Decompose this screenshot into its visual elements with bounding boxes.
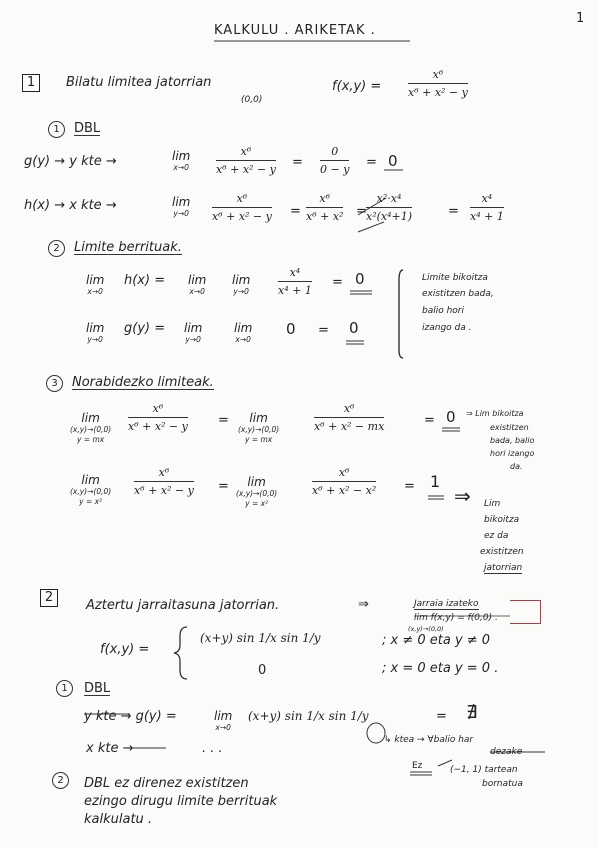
dir-b-lim2 — [236, 476, 277, 507]
lim-text: lim — [232, 273, 251, 287]
dir-b-frac — [134, 466, 194, 497]
conclusion-line-2: ezingo dirugu limite berrituak — [84, 794, 278, 809]
l2-f: g(y) = — [124, 321, 166, 336]
piecewise-brace — [174, 627, 187, 679]
frac-num: x⁶ — [236, 192, 248, 205]
dir-a-lim — [70, 412, 111, 443]
frac-den: x⁶ + x² − y — [216, 160, 276, 176]
lim-cond: y = x² — [79, 496, 103, 506]
l1-result: 0 — [355, 270, 365, 288]
frac-den: x⁶ + x² — [306, 207, 343, 223]
case1-cond: ; x ≠ 0 eta y ≠ 0 — [382, 633, 491, 648]
exercise-1-prompt: Bilatu limitea jatorrian — [66, 75, 212, 90]
frac-num: x⁶ — [432, 68, 444, 81]
frac-num: x²·x⁴ — [376, 192, 402, 205]
lim-sub: x→0 — [87, 287, 103, 296]
l2-result: 0 — [349, 319, 359, 337]
l2-zero: 0 — [286, 320, 296, 338]
dir-a-note-5: da. — [510, 462, 523, 471]
lim-text: lim — [214, 709, 233, 723]
ex2-y-lhs: y kte → g(y) = — [84, 709, 177, 724]
dir-a-eq: = — [218, 413, 229, 428]
frac-den: x⁶ + x² − y — [408, 83, 468, 99]
cond-top: Jarraia izateko — [414, 599, 479, 609]
ex2-y-expr: (x+y) sin 1/x sin 1/y — [248, 709, 369, 723]
note-line-2: existitzen bada, — [422, 289, 494, 299]
lim-cond: y = x² — [245, 498, 269, 508]
ex2-y-eq: = — [436, 709, 447, 724]
dir-a-frac2 — [314, 402, 384, 433]
ex2-side-3: (−1, 1) tartean — [450, 765, 518, 775]
note-line-1: Limite bikoitza — [422, 273, 488, 283]
g-eq2: = — [366, 155, 377, 170]
ex2-y-lim — [214, 710, 232, 732]
exercise-1-point: (0,0) — [241, 95, 263, 105]
dir-b-note-4: existitzen — [480, 547, 524, 557]
dir-b-note-1: Lim — [484, 499, 501, 509]
h-frac — [212, 192, 272, 223]
frac-num: x⁶ — [343, 402, 355, 415]
ex2-x-lhs: x kte → — [86, 741, 134, 756]
exercise-1-func-lhs: f(x,y) = — [332, 79, 382, 94]
cond-bracket — [510, 600, 541, 624]
l2-lim3 — [234, 322, 252, 344]
g-eq: = — [292, 155, 303, 170]
l1-eq: = — [332, 275, 343, 290]
ex2-side-3-label: Ez — [412, 761, 423, 771]
lim-sub: (x,y)→(0,0) — [70, 425, 112, 434]
l1-frac — [278, 266, 312, 297]
frac-num: 0 — [331, 145, 339, 158]
dir-b-note-2: bikoitza — [484, 515, 520, 525]
ex2-y-result: ∄ — [466, 702, 478, 723]
page-title: KALKULU . ARIKETAK . — [214, 23, 376, 38]
frac-num: x⁶ — [158, 466, 170, 479]
g-lhs: g(y) → y kte → — [24, 154, 117, 169]
lim-text: lim — [184, 321, 203, 335]
dir-b-frac2 — [312, 466, 376, 497]
ex2-side-2: dezake — [490, 747, 523, 757]
frac-num: x⁴ — [481, 192, 493, 205]
note-brace — [399, 270, 403, 358]
dir-b-lim — [70, 474, 111, 505]
dir-b-eq2: = — [404, 479, 415, 494]
ex2-step-1-heading: DBL — [84, 681, 111, 696]
lim-text: lim — [188, 273, 207, 287]
g-frac2 — [320, 145, 349, 176]
step-1-index: 1 — [48, 121, 65, 138]
h-eq3: = — [448, 204, 459, 219]
ex2-side-4: bornatua — [482, 779, 523, 789]
l1-f: h(x) = — [124, 273, 166, 288]
frac-den: x⁴ + 1 — [470, 207, 504, 223]
ex2-x-dots: . . . — [202, 741, 223, 756]
lim-sub: x→0 — [173, 163, 189, 172]
frac-den: x⁶ + x² − y — [128, 417, 188, 433]
h-frac4 — [470, 192, 504, 223]
frac-num: x⁶ — [240, 145, 252, 158]
exercise-2-prompt: Aztertu jarraitasuna jatorrian. — [86, 598, 280, 613]
step-3-heading: Norabidezko limiteak. — [72, 375, 214, 390]
frac-num: x⁶ — [319, 192, 331, 205]
g-lim — [172, 150, 190, 172]
frac-den: 0 − y — [320, 160, 349, 176]
dir-a-note-4: hori izango — [490, 449, 535, 458]
dir-a-eq2: = — [424, 413, 435, 428]
case1-expr: (x+y) sin 1/x sin 1/y — [200, 631, 321, 645]
ex2-step-1-index: 1 — [56, 680, 73, 697]
dir-a-note-3: bada, balio — [490, 436, 535, 445]
case2-cond: ; x = 0 eta y = 0 . — [382, 661, 499, 676]
h-frac3 — [366, 192, 412, 223]
frac-num: x⁶ — [152, 402, 164, 415]
l1-lim — [86, 274, 104, 296]
frac-num: x⁶ — [338, 466, 350, 479]
case2-expr: 0 — [258, 663, 267, 678]
l2-lim2 — [184, 322, 202, 344]
lim-sub: (x,y)→(0,0) — [238, 425, 280, 434]
frac-den: x⁴ + 1 — [278, 281, 312, 297]
ex2-func-lhs: f(x,y) = — [100, 642, 150, 657]
l1-lim2 — [188, 274, 206, 296]
note-line-3: balio hori — [422, 306, 465, 316]
dir-a-result: 0 — [446, 408, 456, 426]
lim-sub: x→0 — [215, 723, 231, 732]
l2-lim — [86, 322, 104, 344]
l2-eq: = — [318, 323, 329, 338]
lim-sub: y→0 — [173, 209, 189, 218]
exercise-2-number: 2 — [40, 589, 58, 607]
dir-b-note-5: jatorrian — [484, 563, 523, 573]
lim-sub: y→0 — [185, 335, 201, 344]
h-frac2 — [306, 192, 343, 223]
lim-sub: y→0 — [233, 287, 249, 296]
h-eq: = — [290, 204, 301, 219]
exercise-1-func-frac — [408, 68, 468, 99]
step-2-heading: Limite berrituak. — [74, 240, 182, 255]
dir-b-result: 1 — [430, 472, 441, 491]
exercise-1-number: 1 — [22, 74, 40, 92]
dir-b-eq: = — [218, 479, 229, 494]
note-line-4: izango da . — [422, 323, 472, 333]
lim-text: lim — [172, 195, 191, 209]
lim-sub: x→0 — [235, 335, 251, 344]
dir-a-note-1: ⇒ Lim bikoitza — [466, 409, 524, 418]
lim-text: lim — [249, 411, 268, 425]
cond-lim: lim f(x,y) = f(0,0) . — [414, 613, 498, 623]
dir-a-note-2: existitzen — [490, 423, 529, 432]
frac-den: x²(x⁴+1) — [366, 207, 412, 223]
lim-sub: y→0 — [87, 335, 103, 344]
conclusion-line-1: DBL ez direnez existitzen — [84, 776, 249, 791]
lim-cond: y = mx — [244, 434, 273, 444]
h-lim — [172, 196, 190, 218]
lim-text: lim — [86, 321, 105, 335]
dir-a-lim2 — [238, 412, 279, 443]
g-result: 0 — [388, 152, 398, 170]
h-eq2: = — [356, 204, 367, 219]
exercise-2-arrow: ⇒ — [358, 597, 369, 612]
cond-sub: (x,y)→(0,0) — [408, 625, 444, 633]
frac-den: x⁶ + x² − y — [212, 207, 272, 223]
g-frac — [216, 145, 276, 176]
h-lhs: h(x) → x kte → — [24, 198, 117, 213]
cancel-2 — [358, 222, 384, 232]
lim-sub: (x,y)→(0,0) — [70, 487, 112, 496]
lim-text: lim — [247, 475, 266, 489]
conclusion-line-3: kalkulatu . — [84, 812, 153, 827]
frac-den: x⁶ + x² − y — [134, 481, 194, 497]
step-1-heading: DBL — [74, 121, 101, 136]
dir-a-frac — [128, 402, 188, 433]
lim-cond: y = mx — [76, 434, 105, 444]
l1-lim3 — [232, 274, 250, 296]
lim-sub: x→0 — [189, 287, 205, 296]
frac-den: x⁶ + x² − x² — [312, 481, 376, 497]
ex2-step-2-index: 2 — [52, 772, 69, 789]
lim-sub: (x,y)→(0,0) — [236, 489, 278, 498]
lim-text: lim — [172, 149, 191, 163]
ex2-side-1: ↳ ktea → ∀balio har — [384, 735, 474, 745]
circled-1y — [367, 723, 385, 743]
lim-text: lim — [81, 411, 100, 425]
step-3-index: 3 — [46, 375, 63, 392]
step-2-index: 2 — [48, 240, 65, 257]
lim-text: lim — [81, 473, 100, 487]
page-number: 1 — [576, 11, 585, 26]
dir-b-arrow: ⇒ — [454, 484, 471, 508]
lim-text: lim — [234, 321, 253, 335]
dir-b-note-3: ez da — [484, 531, 509, 541]
frac-num: x⁴ — [289, 266, 301, 279]
lim-text: lim — [86, 273, 105, 287]
frac-den: x⁶ + x² − mx — [314, 417, 384, 433]
